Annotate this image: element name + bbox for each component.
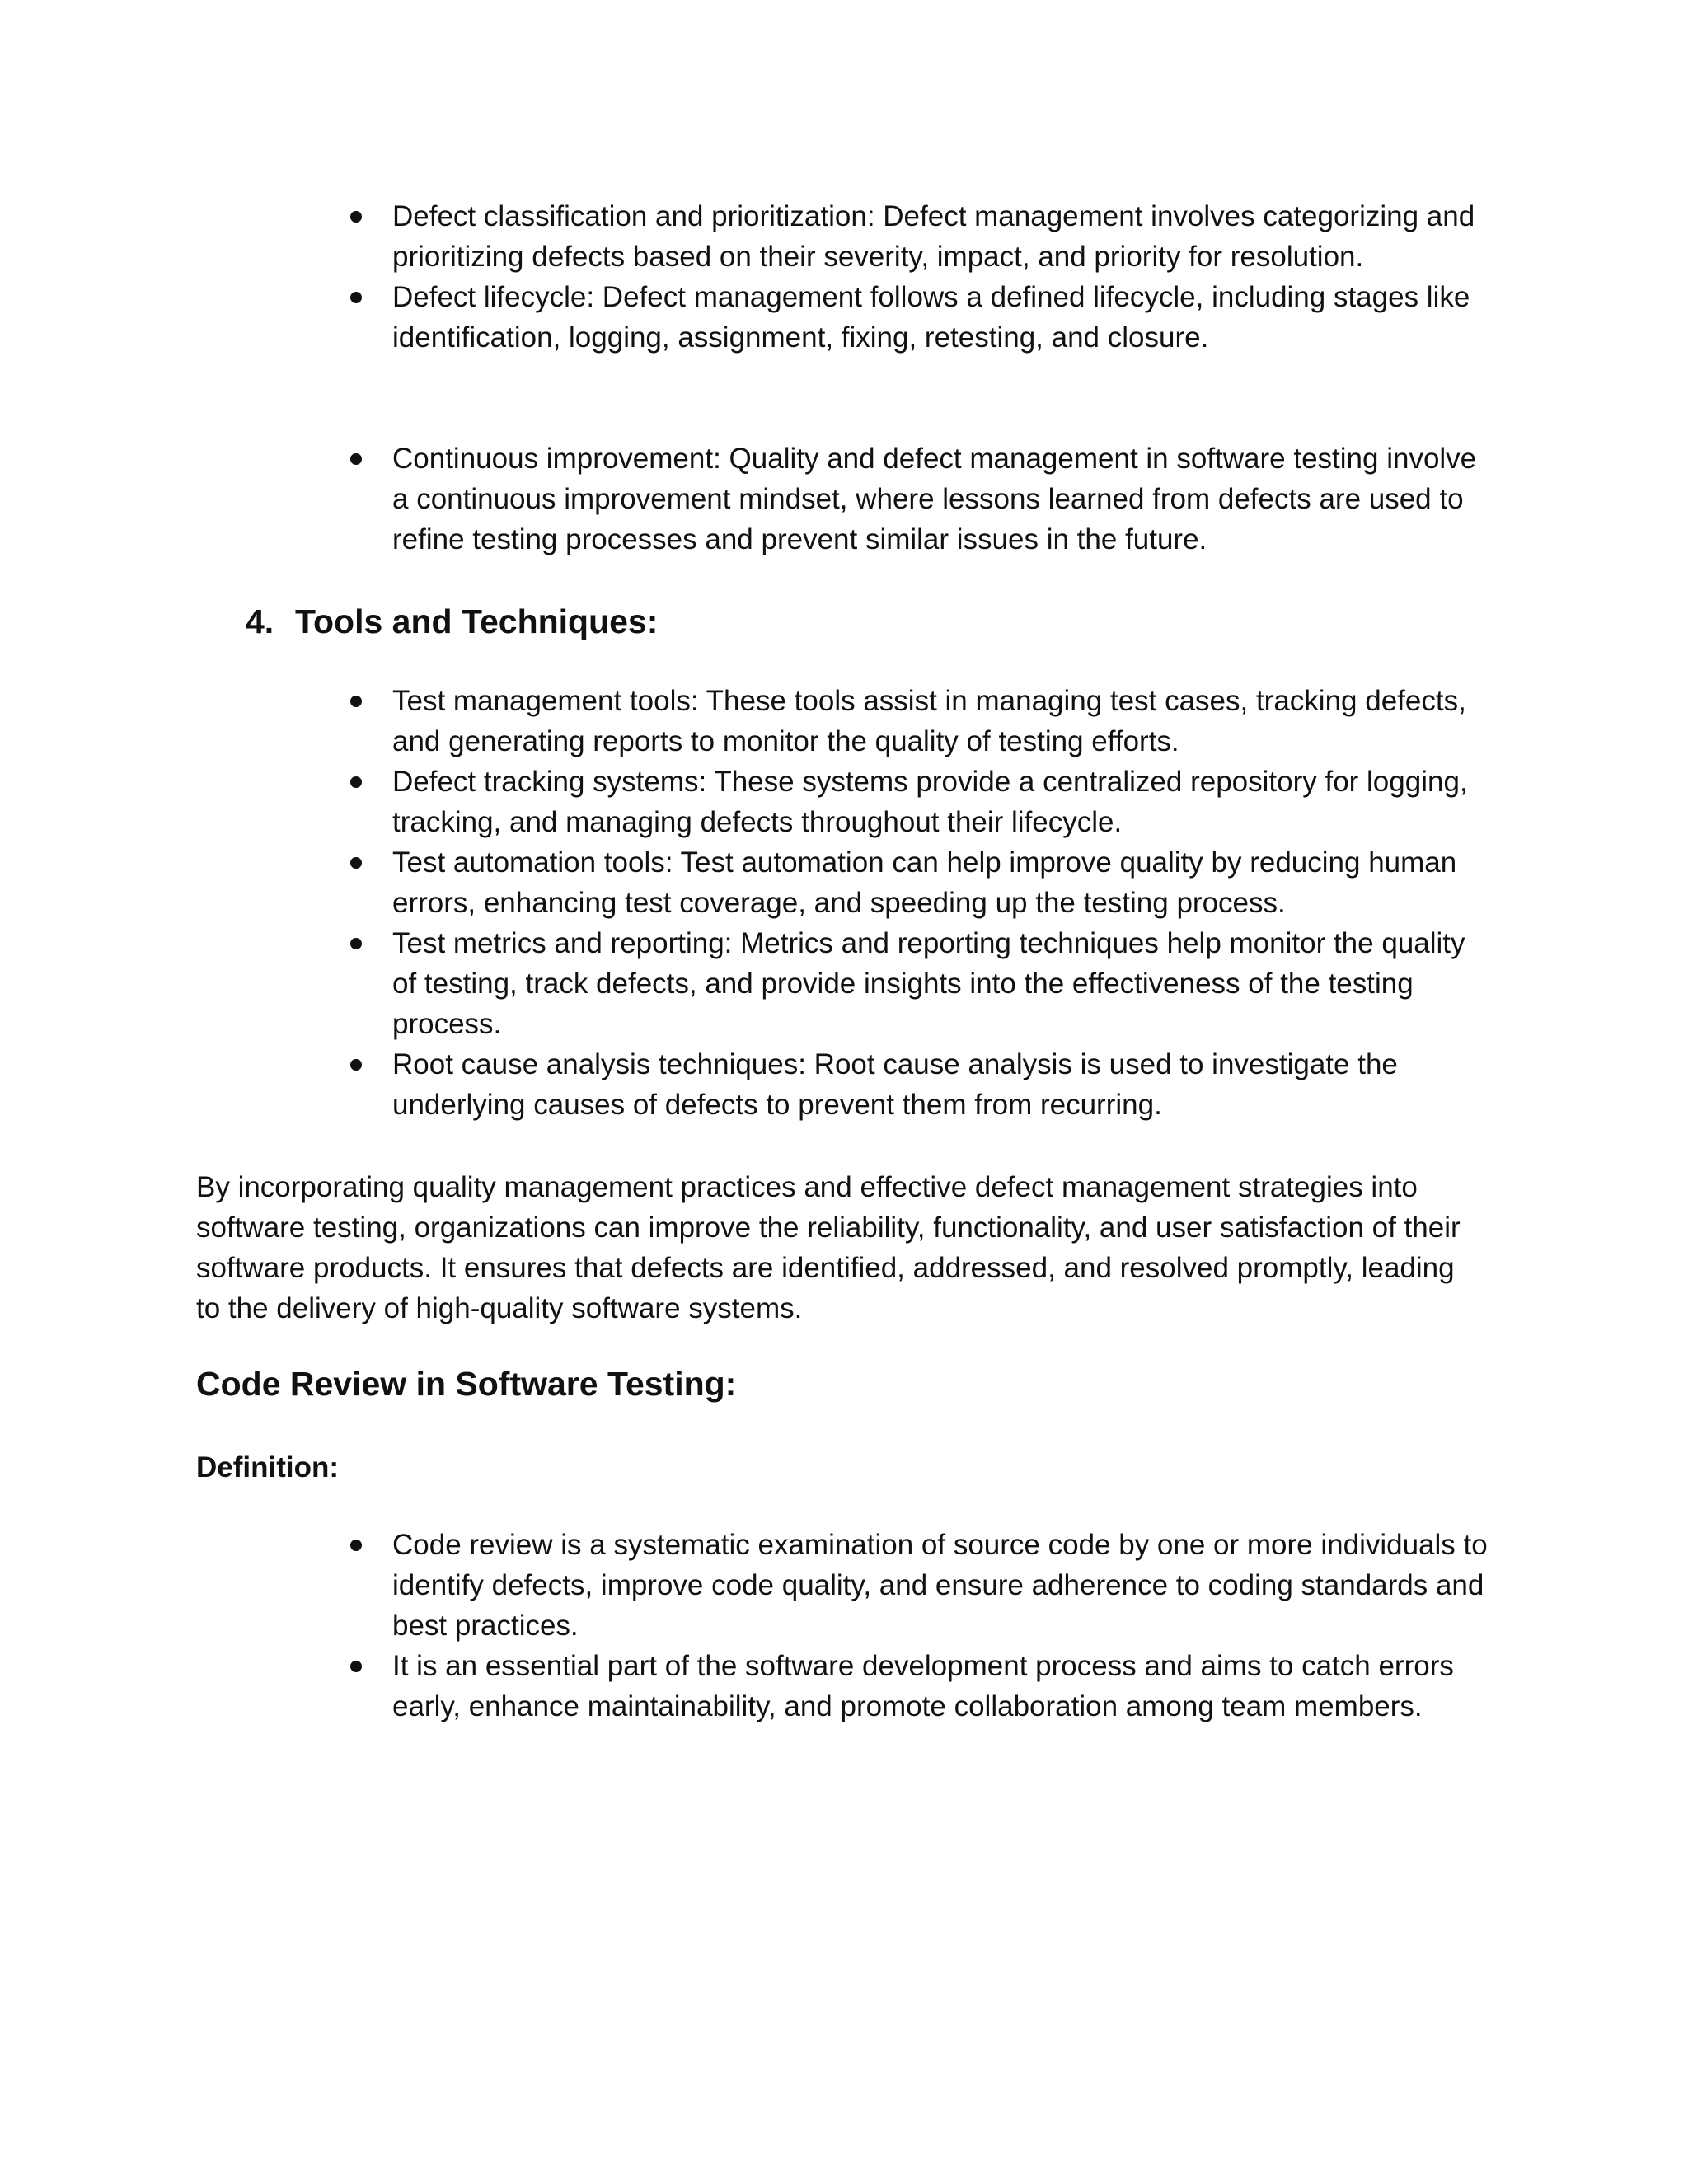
- section-heading-tools: [246, 599, 658, 644]
- list-item: [0, 681, 1497, 762]
- bullet-icon: [350, 453, 362, 465]
- list-item-text: Defect lifecycle: Defect management follows a defined lifecycle, including stages like identification, logging, assignment, fixing, retesting, and closure.: [392, 281, 1470, 354]
- list-item: [0, 1646, 1497, 1727]
- list-item-text: Test management tools: These tools assist in managing test cases, tracking defects, and generating reports to monitor the quality of testing efforts.: [392, 685, 1466, 757]
- bullet-icon: [350, 1059, 362, 1071]
- list-item-text: Defect tracking systems: These systems provide a centralized repository for logging, tracking, and managing defects throughout their lifecycle.: [392, 766, 1468, 838]
- section-number: 4.: [246, 602, 274, 640]
- section-title: Tools and Techniques:: [295, 602, 659, 640]
- code-review-definition-list: [0, 1525, 1688, 1727]
- bullet-icon: [350, 1661, 362, 1672]
- code-review-heading: Code Review in Software Testing:: [196, 1365, 737, 1403]
- conclusion-paragraph: By incorporating quality management practices and effective defect management strategies into software testing, organizations can improve the reliability, functionality, and user satisfaction of their software products. It ensures that defects are identified, addressed, and resolved promptly, leading to the delivery of high-quality software systems.: [196, 1171, 1461, 1324]
- list-item: [0, 438, 1497, 560]
- list-item-text: It is an essential part of the software development process and aims to catch errors early, enhance maintainability, and promote collaboration among team members.: [392, 1650, 1454, 1722]
- list-item: [0, 923, 1497, 1044]
- list-item: [0, 277, 1497, 358]
- list-item: [0, 842, 1497, 923]
- bullet-icon: [350, 776, 362, 788]
- tools-list: [0, 681, 1688, 1125]
- bullet-icon: [350, 857, 362, 869]
- definition-label: Definition:: [196, 1451, 340, 1483]
- list-item-text: Defect classification and prioritization: Defect management involves categorizing and prioritizing defects based on their severity, impact, and priority for resolution.: [392, 200, 1475, 273]
- defect-management-list: [0, 196, 1688, 358]
- continuous-improvement-list: [0, 438, 1688, 560]
- list-item-text: Code review is a systematic examination of source code by one or more individuals to identify defects, improve code quality, and ensure adherence to coding standards and best practices.: [392, 1529, 1488, 1642]
- list-item-text: Root cause analysis techniques: Root cause analysis is used to investigate the underlying causes of defects to prevent them from recurring.: [392, 1048, 1398, 1121]
- list-item-text: Test automation tools: Test automation can help improve quality by reducing human errors, enhancing test coverage, and speeding up the testing process.: [392, 846, 1457, 919]
- list-item-text: Continuous improvement: Quality and defect management in software testing involve a continuous improvement mindset, where lessons learned from defects are used to refine testing processes and prevent similar issues in the future.: [392, 443, 1477, 555]
- list-item: [0, 196, 1497, 277]
- list-item-text: Test metrics and reporting: Metrics and reporting techniques help monitor the quality of testing, track defects, and provide insights into the effectiveness of the testing process.: [392, 927, 1465, 1040]
- list-item: [0, 1044, 1497, 1125]
- bullet-icon: [350, 292, 362, 303]
- bullet-icon: [350, 211, 362, 223]
- bullet-icon: [350, 696, 362, 707]
- list-item: [0, 762, 1497, 842]
- list-item: [0, 1525, 1497, 1646]
- bullet-icon: [350, 938, 362, 949]
- bullet-icon: [350, 1540, 362, 1551]
